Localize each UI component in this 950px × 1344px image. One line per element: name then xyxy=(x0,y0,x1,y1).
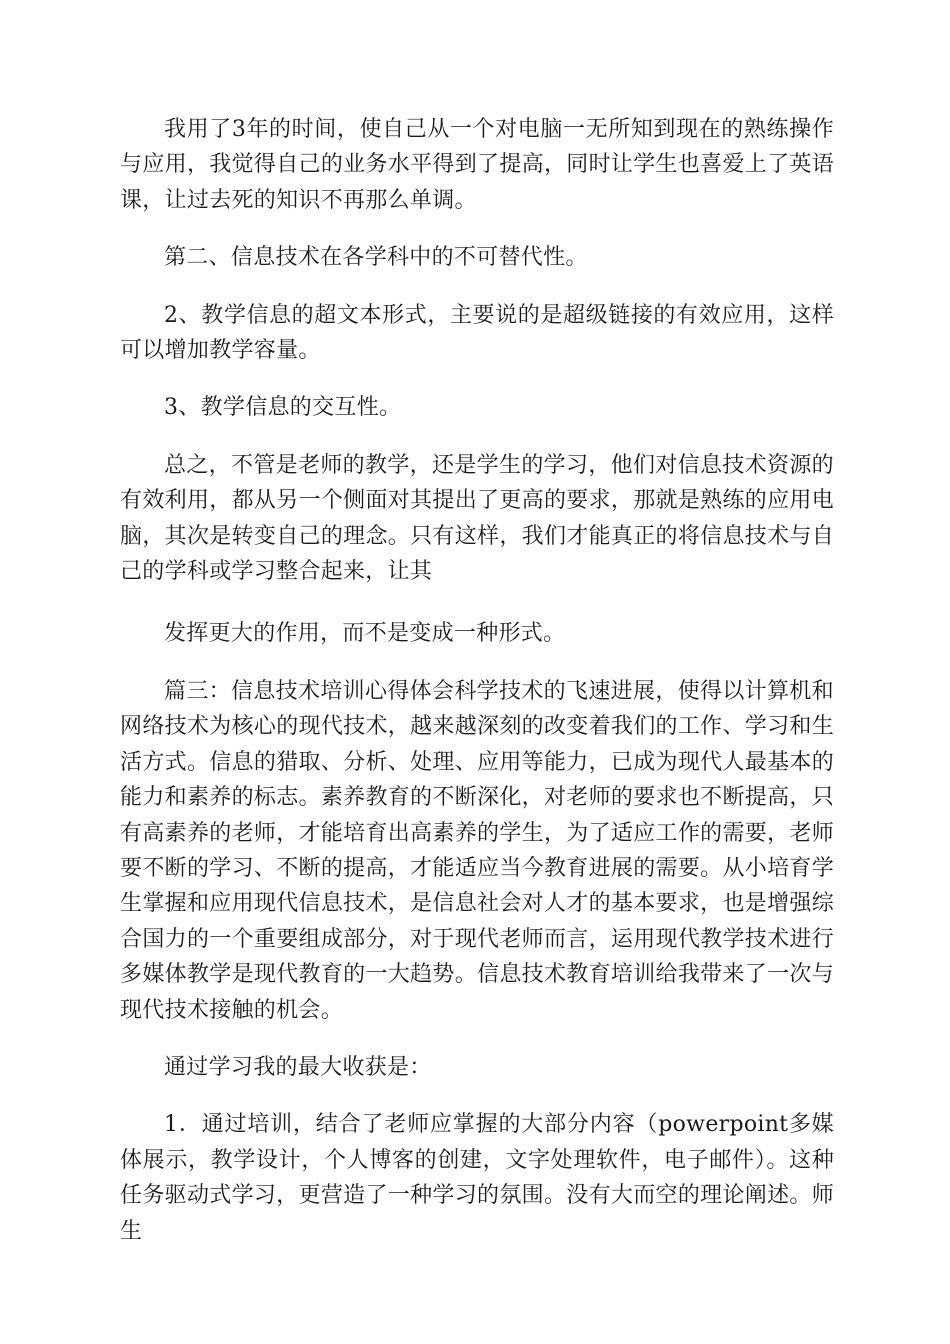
paragraph-4: 3、教学信息的交互性。 xyxy=(164,395,402,421)
paragraph-1: 我用了3年的时间，使自己从一个对电脑一无所知到现在的熟练操作与应用，我觉得自己的业务水平得到了提高，同时让学生也喜爱上了英语课，让过去死的知识不再那么单调。 xyxy=(120,117,834,213)
paragraph-2: 第二、信息技术在各学科中的不可替代性。 xyxy=(164,245,588,271)
paragraph-6: 发挥更大的作用，而不是变成一种形式。 xyxy=(164,621,566,647)
paragraph-7: 篇三：信息技术培训心得体会科学技术的飞速进展，使得以计算机和网络技术为核心的现代技术，越来越深刻的改变着我们的工作、学习和生活方式。信息的猎取、分析、处理、应用等能力，已成为现代人最基本的能力和素养的标志。素养教育的不断深化，对老师的要求也不断提高，只有高素养的老师，才能培育出高素养的学生，为了适应工作的需要，老师要不断的学习、不断的提高，才能适应当今教育进展的需要。从小培育学生掌握和应用现代信息技术，是信息社会对人才的基本要求，也是增强综合国力的一个重要组成部分，对于现代老师而言，运用现代教学技术进行多媒体教学是现代教育的一大趋势。信息技术教育培训给我带来了一次与现代技术接触的机会。 xyxy=(120,678,834,1023)
paragraph-3: 2、教学信息的超文本形式，主要说的是超级链接的有效应用，这样可以增加教学容量。 xyxy=(120,302,834,364)
paragraph-8: 通过学习我的最大收获是： xyxy=(164,1054,432,1080)
paragraph-9: 1．通过培训，结合了老师应掌握的大部分内容（powerpoint多媒体展示，教学设计，个人博客的创建，文字处理软件，电子邮件）。这种任务驱动式学习，更营造了一种学习的氛围。没有大而空的理论阐述。师生 xyxy=(120,1112,834,1244)
document-body xyxy=(120,112,834,1249)
paragraph-5: 总之，不管是老师的教学，还是学生的学习，他们对信息技术资源的有效利用，都从另一个侧面对其提出了更高的要求，那就是熟练的应用电脑，其次是转变自己的理念。只有这样，我们才能真正的将信息技术与自己的学科或学习整合起来，让其 xyxy=(120,452,834,585)
